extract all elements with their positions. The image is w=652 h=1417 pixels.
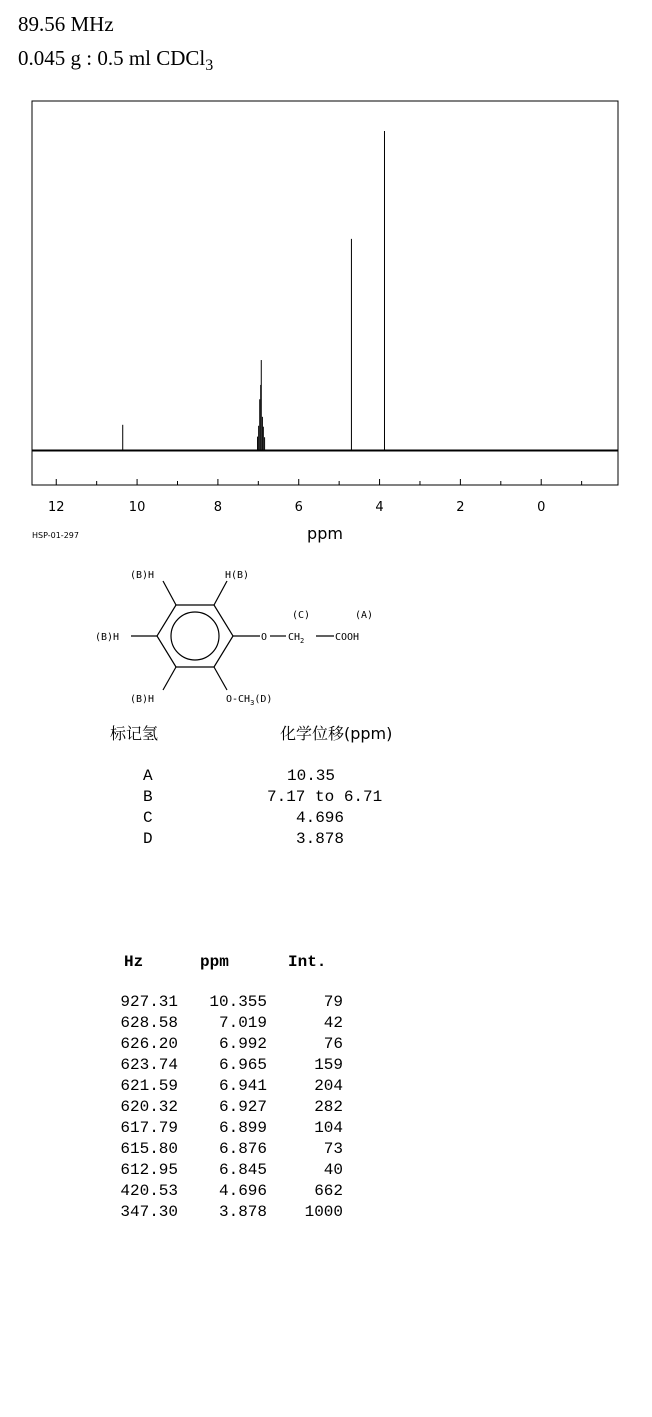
peak-int: 662 xyxy=(314,1182,343,1200)
peak-header-hz: Hz xyxy=(124,953,144,971)
peak-ppm: 6.899 xyxy=(218,1119,267,1137)
bond-h-top-right xyxy=(214,581,227,605)
peak-ppm: 6.965 xyxy=(218,1056,267,1074)
spectrum-peaks xyxy=(32,131,618,450)
assignment-label: B xyxy=(143,788,153,806)
peak-int: 42 xyxy=(323,1014,343,1032)
nmr-spectrum-chart xyxy=(0,0,652,560)
x-tick-label: 2 xyxy=(456,500,465,515)
peak-hz: 620.32 xyxy=(120,1098,178,1116)
peak-hz: 347.30 xyxy=(120,1203,178,1221)
label-ch2: $CH_2$ xyxy=(288,632,305,645)
peak-ppm: 10.355 xyxy=(209,993,267,1011)
peak-hz: 420.53 xyxy=(120,1182,178,1200)
x-axis-label: ppm xyxy=(307,524,343,543)
assignment-label: A xyxy=(143,767,153,785)
peak-ppm: 6.927 xyxy=(218,1098,267,1116)
assignment-header-hydrogen: 标记氢 xyxy=(110,724,159,743)
peak-int: 282 xyxy=(314,1098,343,1116)
label-och3: $O-CH_3(D)$ xyxy=(226,694,273,707)
x-tick-label: 0 xyxy=(537,500,546,515)
x-tick-label: 10 xyxy=(128,500,146,515)
peak-int: 159 xyxy=(314,1056,343,1074)
x-tick-label: 8 xyxy=(213,500,223,515)
peak-ppm: 6.845 xyxy=(218,1161,267,1179)
peak-int: 204 xyxy=(314,1077,343,1095)
peak-ppm: 6.941 xyxy=(218,1077,267,1095)
assignment-label: D xyxy=(143,830,153,848)
label-b-left: (B)H xyxy=(95,632,120,643)
assignment-shift: 4.696 xyxy=(296,809,345,827)
assignment-shift: 3.878 xyxy=(296,830,345,848)
peak-header-int: Int. xyxy=(288,953,327,971)
benzene-ring xyxy=(157,605,233,667)
peak-hz: 615.80 xyxy=(120,1140,178,1158)
assignment-header-shift: 化学位移(ppm) xyxy=(280,724,393,743)
peak-ppm: 4.696 xyxy=(218,1182,267,1200)
assignment-label: C xyxy=(143,809,153,827)
label-oxygen: O xyxy=(261,632,268,643)
x-tick-label: 4 xyxy=(375,500,384,515)
spectrum-code: HSP-01-297 xyxy=(32,531,79,540)
spectrometer-frequency: 89.56 MHz xyxy=(18,12,114,36)
peak-hz: 612.95 xyxy=(120,1161,178,1179)
x-axis-ticks xyxy=(48,479,582,515)
label-c: (C) xyxy=(292,610,311,621)
peak-ppm: 6.876 xyxy=(218,1140,267,1158)
peak-ppm: 6.992 xyxy=(218,1035,267,1053)
peak-hz: 628.58 xyxy=(120,1014,178,1032)
peak-hz: 617.79 xyxy=(120,1119,178,1137)
assignment-shift: 10.35 xyxy=(287,767,336,785)
sample-subscript: 3 xyxy=(205,57,214,75)
label-cooh: COOH xyxy=(335,632,360,643)
aromatic-circle xyxy=(171,612,219,660)
peak-int: 40 xyxy=(323,1161,343,1179)
sample-text: 0.045 g : 0.5 ml CDCl xyxy=(18,46,206,70)
peak-ppm: 3.878 xyxy=(218,1203,267,1221)
bond-ring-och3 xyxy=(214,667,227,690)
peak-int: 76 xyxy=(323,1035,343,1053)
bond-h-bottom-left xyxy=(163,667,176,690)
label-b-top-left: (B)H xyxy=(130,570,155,581)
x-tick-label: 12 xyxy=(47,500,65,515)
peak-int: 1000 xyxy=(304,1203,343,1221)
peak-int: 79 xyxy=(323,993,343,1011)
x-tick-label: 6 xyxy=(294,500,303,515)
peak-header-ppm: ppm xyxy=(200,953,229,971)
label-b-bottom-left: (B)H xyxy=(130,694,155,705)
peak-hz: 626.20 xyxy=(120,1035,178,1053)
peak-hz: 623.74 xyxy=(120,1056,178,1074)
peak-ppm: 7.019 xyxy=(218,1014,267,1032)
peak-hz: 927.31 xyxy=(120,993,178,1011)
plot-frame xyxy=(32,101,618,485)
peak-hz: 621.59 xyxy=(120,1077,178,1095)
label-b-top-right: H(B) xyxy=(225,570,250,581)
peak-int: 73 xyxy=(323,1140,343,1158)
assignment-shift: 7.17 to 6.71 xyxy=(267,788,383,806)
bond-h-top-left xyxy=(163,581,176,605)
peak-int: 104 xyxy=(314,1119,343,1137)
label-a: (A) xyxy=(355,610,374,621)
